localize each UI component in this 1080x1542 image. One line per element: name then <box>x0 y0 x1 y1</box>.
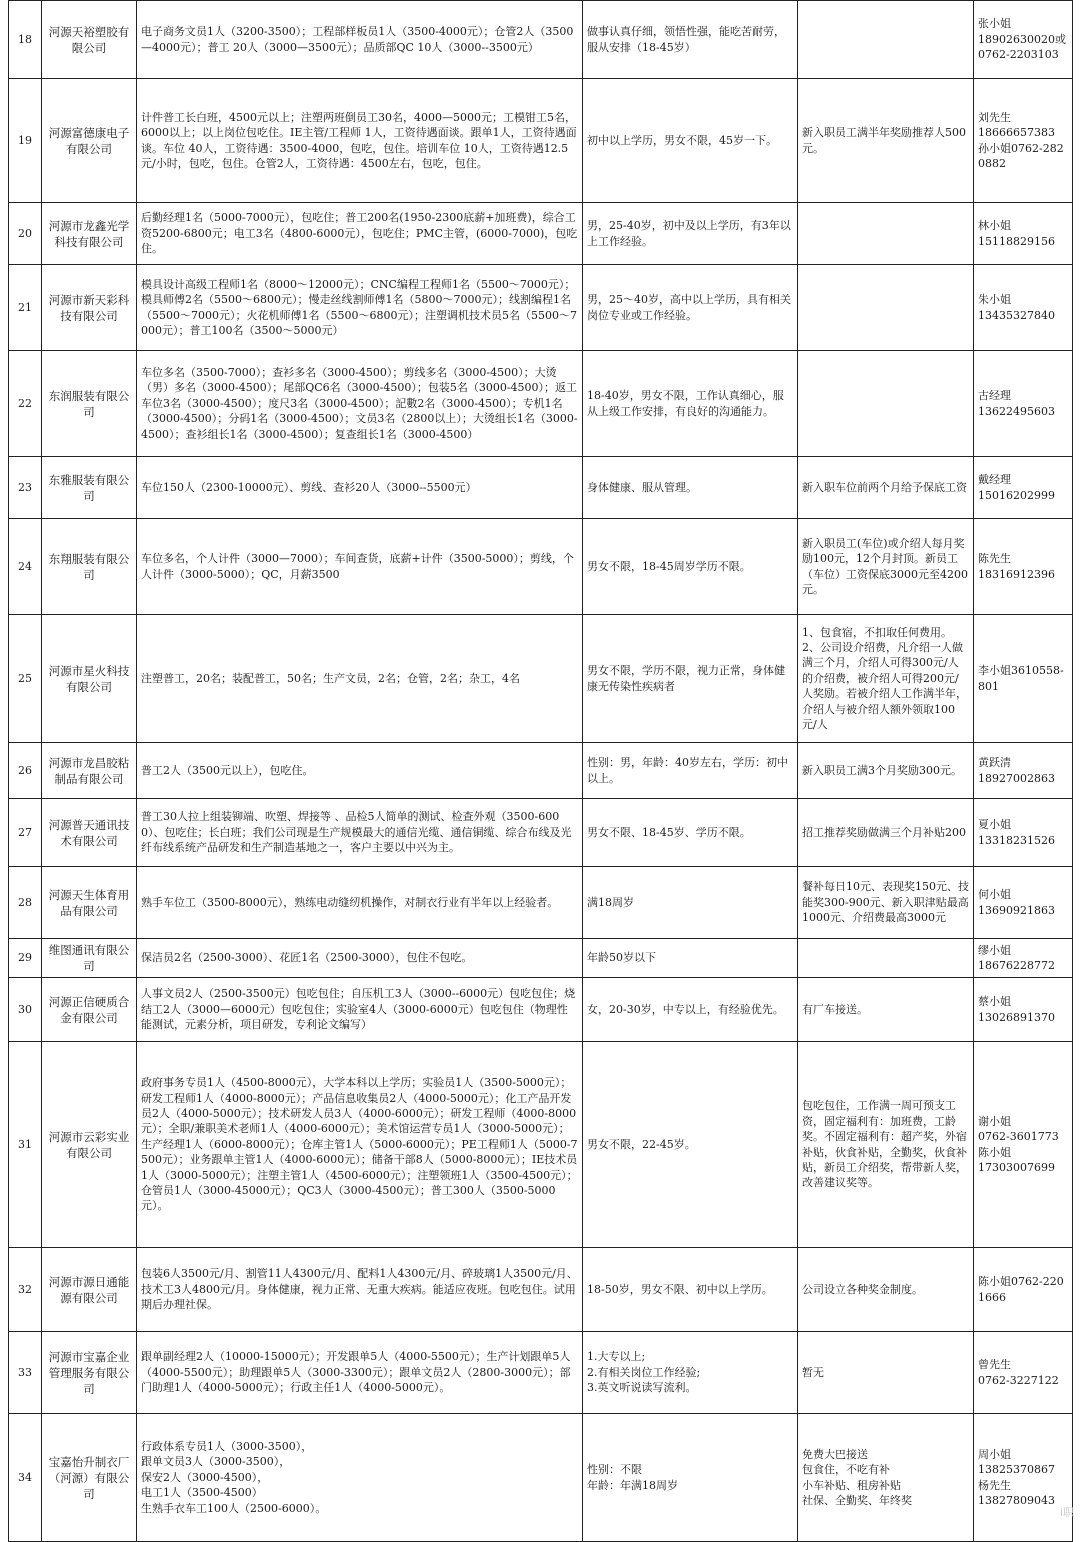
requirements-cell-line: 男女不限、18-45岁、学历不限。 <box>587 825 751 839</box>
table-row <box>9 79 1073 203</box>
contact-cell <box>974 978 1073 1042</box>
contact-cell-line: 陈小姐 <box>978 1145 1011 1159</box>
company-name: 河源市宝嘉企业管理服务有限公司 <box>42 1332 137 1414</box>
positions-cell <box>137 1 583 79</box>
benefits-cell-line: 免费大巴接送 <box>802 1447 868 1461</box>
positions-cell <box>137 1414 583 1542</box>
contact-cell <box>974 1248 1073 1332</box>
positions-cell-line: 跟单副经理2人（10000-15000元）；开发跟单5人（4000-5500元）；生产计划跟单5人（4000-5500元）；助理跟单5人（3000-3300元）；跟单文员2人（2800-3000元）；部门助理1人（4000-5000元）；行政主任1人（4000-5000元）。 <box>141 1350 571 1395</box>
contact-cell <box>974 265 1073 351</box>
benefits-cell <box>798 1248 974 1332</box>
positions-cell <box>137 799 583 867</box>
requirements-cell <box>583 519 798 615</box>
positions-cell <box>137 203 583 265</box>
company-name: 东翔服装有限公司 <box>42 519 137 615</box>
table-row <box>9 265 1073 351</box>
contact-cell <box>974 867 1073 939</box>
row-number: 34 <box>9 1414 42 1542</box>
row-number: 22 <box>9 351 42 457</box>
benefits-cell-line: 1、包食宿，不扣取任何费用。 <box>802 625 952 639</box>
company-name: 河源正信硬质合金有限公司 <box>42 978 137 1042</box>
company-name: 河源富德康电子有限公司 <box>42 79 137 203</box>
benefits-cell-line: 包食住，不吃有补 <box>802 1463 890 1477</box>
benefits-cell <box>798 615 974 743</box>
requirements-cell-line: 年龄：年满18周岁 <box>587 1478 678 1492</box>
positions-cell-line: 模具设计高级工程师1名（8000～12000元）；CNC编程工程师1名（5500～7000元）；模具师傅2名（5500～6800元）；慢走丝线割师傅1名（5800～7000元）；线割编程1名（5500～7000元）；火花机师傅1名（5500～6800元）；注塑调机技术员5名（5500～7000元）；普工100名（3500～5000元） <box>141 277 577 337</box>
contact-cell-line: 0762-3601773 <box>978 1130 1059 1144</box>
requirements-cell <box>583 265 798 351</box>
table-row <box>9 1 1073 79</box>
benefits-cell <box>798 939 974 978</box>
requirements-cell <box>583 867 798 939</box>
positions-cell-line: 普工30人拉上组装铆端、吹塑、焊接等 、品检5人简单的测试、检查外观（3500-6000）、包吃住；长白班；我们公司现是生产规模最大的通信光缆、通信铜缆、综合布线及光纤布线系统产品研发和生产制造基地之一，客户主要以中兴为主。 <box>141 810 572 855</box>
contact-cell <box>974 799 1073 867</box>
positions-cell-line: 后勤经理1名（5000-7000元），包吃住；普工200名(1950-2300底薪+加班费)，综合工资5200-6800元；电工3名（4800-6000元），包吃住；PMC主管，(6000-7000)，包吃住。 <box>141 211 578 256</box>
requirements-cell <box>583 743 798 799</box>
contact-cell-line: 林小姐 <box>978 219 1011 233</box>
requirements-cell <box>583 1 798 79</box>
requirements-cell <box>583 203 798 265</box>
positions-cell-line: 跟单文员3人（3000-3500）， <box>141 1455 291 1469</box>
requirements-cell <box>583 79 798 203</box>
row-number: 20 <box>9 203 42 265</box>
requirements-cell <box>583 351 798 457</box>
row-number: 25 <box>9 615 42 743</box>
row-number: 30 <box>9 978 42 1042</box>
contact-cell-line: 刘先生 <box>978 110 1011 124</box>
requirements-cell-line: 身体健康、服从管理。 <box>587 480 697 494</box>
contact-cell-line: 曾先生 <box>978 1358 1011 1372</box>
benefits-cell-line: 新入职员工(车位)或介绍人每月奖励100元，12个月封顶。新员工（车位）工资保底3000元至4200元。 <box>802 536 968 596</box>
table-row <box>9 519 1073 615</box>
benefits-cell <box>798 457 974 519</box>
requirements-cell-line: 做事认真仔细，领悟性强，能吃苦耐劳，服从安排（18-45岁） <box>587 25 785 54</box>
table-row <box>9 1332 1073 1414</box>
contact-cell-line: 周小姐 <box>978 1447 1011 1461</box>
requirements-cell-line: 18-50岁，男女不限、初中以上学历。 <box>587 1282 773 1296</box>
table-row <box>9 1042 1073 1248</box>
benefits-cell <box>798 743 974 799</box>
requirements-cell-line: 性别：不限 <box>587 1463 642 1477</box>
benefits-cell <box>798 351 974 457</box>
contact-cell-line: 18676228772 <box>978 959 1055 972</box>
table-row <box>9 351 1073 457</box>
contact-cell <box>974 79 1073 203</box>
contact-cell-line: 18927002863 <box>978 771 1055 785</box>
positions-cell-line: 车位150人（2300-10000元）、剪线、查衫20人（3000--5500元） <box>141 480 477 494</box>
positions-cell <box>137 743 583 799</box>
requirements-cell-line: 满18周岁 <box>587 895 634 909</box>
benefits-cell <box>798 867 974 939</box>
benefits-cell-line: 有厂车接送。 <box>802 1002 868 1016</box>
company-name: 维图通讯有限公司 <box>42 939 137 978</box>
benefits-cell-line: 公司设立各种奖金制度。 <box>802 1282 923 1296</box>
positions-cell-line: 车位多名（3500-7000）；查衫多名（3000-4500）；剪线多名（3000-4500）；大烫（男）多名（3000-4500）；尾部QC6名（3000-4500）；包装5名（3000-4500）；返工车位3名（3000-4500）；度尺3名（3000-4500）；記數2名（3000-4500）；专机1名（3000-4500）；分码1名（3000-4500）；文员3名（2800以上）；大烫组长1名（3000-4500）；查衫组长1名（3000-4500）；复查组长1名（3000-4500） <box>141 365 578 441</box>
positions-cell <box>137 978 583 1042</box>
row-number: 27 <box>9 799 42 867</box>
company-name: 东雅服装有限公司 <box>42 457 137 519</box>
contact-cell-line: 0762-3227122 <box>978 1373 1059 1387</box>
requirements-cell-line: 初中以上学历，男女不限，45岁一下。 <box>587 133 777 147</box>
benefits-cell <box>798 1 974 79</box>
benefits-cell-line: 暂无 <box>802 1365 824 1379</box>
contact-cell-line: 15118829156 <box>978 234 1055 248</box>
requirements-cell-line: 1.大专以上; <box>587 1350 646 1364</box>
positions-cell-line: 电工1人（3500-4500） <box>141 1486 263 1500</box>
row-number: 18 <box>9 1 42 79</box>
benefits-cell-line: 招工推荐奖励做满三个月补贴200 <box>802 825 966 839</box>
benefits-cell-line: 新入职员工满3个月奖励300元。 <box>802 763 962 777</box>
positions-cell-line: 车位多名，个人计件（3000—7000）；车间查货，底薪+计件（3500-5000）；剪线，个人计件（3000-5000）；QC，月薪3500 <box>141 552 574 581</box>
contact-cell-line: 13435327840 <box>978 308 1055 322</box>
requirements-cell-line: 男女不限，18-45周岁学历不限。 <box>587 559 751 573</box>
positions-cell <box>137 867 583 939</box>
positions-cell-line: 电子商务文员1人（3200-3500）；工程部样板员1人（3500-4000元）；仓管2人（3500—4000元）；普工 20人（3000—3500元）；品质部QC 10人（3000--3500元） <box>141 25 574 54</box>
benefits-cell <box>798 79 974 203</box>
requirements-cell <box>583 1248 798 1332</box>
contact-cell-line: 13318231526 <box>978 833 1055 847</box>
positions-cell <box>137 615 583 743</box>
table-row <box>9 939 1073 978</box>
company-name: 河源市源日通能源有限公司 <box>42 1248 137 1332</box>
positions-cell-line: 人事文员2人（2500-3500元）包吃包住；自压机工3人（3000--6000元）包吃包住；烧结工2人（3000—6000元）包吃包住；实验室4人（3000-6000元）包吃包住（物理性能测试，元素分析，项目研发，专利论文编写） <box>141 987 576 1032</box>
contact-cell <box>974 519 1073 615</box>
positions-cell-line: 行政体系专员1人（3000-3500）， <box>141 1439 313 1453</box>
requirements-cell-line: 男女不限，学历不限，视力正常，身体健康无传染性疾病者 <box>587 664 785 693</box>
contact-cell-line: 黄跃清 <box>978 756 1011 770</box>
contact-cell-line: 李小姐3610558-801 <box>978 664 1064 693</box>
contact-cell-line: 古经理 <box>978 389 1011 403</box>
benefits-cell-line: 2、公司设介绍费，凡介绍一人做满三个月，介绍人可得300元/人的介绍费，被介绍人可得200元/人奖励。若被介绍人工作满半年，介绍人与被介绍人额外领取100元/人 <box>802 640 967 732</box>
positions-cell <box>137 1332 583 1414</box>
table-row <box>9 799 1073 867</box>
positions-cell <box>137 457 583 519</box>
company-name: 河源市龙鑫光学科技有限公司 <box>42 203 137 265</box>
requirements-cell-line: 男，25-40岁，初中及以上学历，有3年以上工作经验。 <box>587 219 791 248</box>
table-row <box>9 867 1073 939</box>
requirements-cell-line: 女，20-30岁，中专以上，有经验优先。 <box>587 1002 784 1016</box>
watermark-text: i职 <box>1059 1506 1074 1519</box>
positions-cell-line: 计件普工长白班，4500元以上；注塑两班倒员工30名，4000—5000元；工模钳工5名，6000以上；以上岗位包吃住。IE主管/工程师 1人，工资待遇面谈。跟单1人，工资待遇面谈。车位 40人，工资待遇：3500-4000，包吃，包住。培训车位 10人，工资待遇12.5元/小时，包吃，包住。仓管2人，工资待遇：4500左右，包吃，包住。 <box>141 110 577 170</box>
benefits-cell <box>798 1042 974 1248</box>
contact-cell-line: 戴经理 <box>978 473 1011 487</box>
row-number: 21 <box>9 265 42 351</box>
contact-cell <box>974 351 1073 457</box>
contact-cell-line: 陈先生 <box>978 552 1011 566</box>
requirements-cell <box>583 457 798 519</box>
company-name: 宝嘉怡升制衣厂（河源）有限公司 <box>42 1414 137 1542</box>
positions-cell-line: 生熟手衣车工100人（2500-6000）。 <box>141 1501 327 1515</box>
benefits-cell <box>798 978 974 1042</box>
requirements-cell-line: 2.有相关岗位工作经验; <box>587 1365 701 1379</box>
requirements-cell <box>583 799 798 867</box>
contact-cell-line: 18316912396 <box>978 567 1055 581</box>
positions-cell-line: 包装6人3500元/月、割管11人4300元/月、配料1人4300元/月、碎玻璃1人3500元/月、技术工3人4800元/月。身体健康，视力正常、无重大疾病。能适应夜班。包吃包住。试用期后办理社保。 <box>141 1267 578 1312</box>
requirements-cell-line: 年龄50岁以下 <box>587 951 656 965</box>
row-number: 29 <box>9 939 42 978</box>
table-row <box>9 457 1073 519</box>
row-number: 31 <box>9 1042 42 1248</box>
recruitment-table <box>8 0 1073 1542</box>
contact-cell <box>974 1042 1073 1248</box>
positions-cell-line: 保安2人（3000-4500）， <box>141 1470 269 1484</box>
contact-cell-line: 13827809043 <box>978 1493 1055 1507</box>
contact-cell-line: 张小姐 <box>978 17 1011 31</box>
positions-cell <box>137 351 583 457</box>
requirements-cell <box>583 939 798 978</box>
positions-cell-line: 注塑普工，20名；装配普工，50名；生产文员，2名；仓管，2名；杂工，4名 <box>141 671 520 685</box>
benefits-cell <box>798 1414 974 1542</box>
requirements-cell <box>583 615 798 743</box>
company-name: 河源市新天彩科技有限公司 <box>42 265 137 351</box>
contact-cell-line: 13825370867 <box>978 1463 1055 1477</box>
benefits-cell <box>798 799 974 867</box>
table-row <box>9 1248 1073 1332</box>
requirements-cell <box>583 1414 798 1542</box>
requirements-cell <box>583 978 798 1042</box>
contact-cell-line: 陈小姐0762-2201666 <box>978 1275 1064 1304</box>
requirements-cell <box>583 1332 798 1414</box>
contact-cell <box>974 939 1073 978</box>
company-name: 河源天生体育用品有限公司 <box>42 867 137 939</box>
contact-cell <box>974 1 1073 79</box>
requirements-cell-line: 3.英文听说读写流利。 <box>587 1381 697 1395</box>
table-row <box>9 615 1073 743</box>
contact-cell-line: 孙小姐0762-2820882 <box>978 141 1064 170</box>
contact-cell-line: 谢小姐 <box>978 1114 1011 1128</box>
company-name: 河源普天通讯技术有限公司 <box>42 799 137 867</box>
benefits-cell-line: 餐补每日10元、表现奖150元、技能奖300-900元、新入职津贴最高1000元、介绍费最高3000元 <box>802 880 969 925</box>
benefits-cell <box>798 203 974 265</box>
positions-cell <box>137 79 583 203</box>
contact-cell-line: 18902630020或 <box>978 32 1066 46</box>
requirements-cell-line: 18-40岁，男女不限，工作认真细心，服从上级工作安排，有良好的沟通能力。 <box>587 389 784 418</box>
company-name: 河源市龙昌胶粘制品有限公司 <box>42 743 137 799</box>
contact-cell-line: 17303007699 <box>978 1160 1055 1174</box>
table-row <box>9 978 1073 1042</box>
contact-cell-line: 缪小姐 <box>978 943 1011 957</box>
benefits-cell-line: 小车补贴、租房补贴 <box>802 1478 901 1492</box>
contact-cell-line: 15016202999 <box>978 488 1055 502</box>
contact-cell-line: 13690921863 <box>978 903 1055 917</box>
recruitment-table-body <box>9 1 1073 1542</box>
contact-cell-line: 0762-2203103 <box>978 48 1059 62</box>
benefits-cell <box>798 265 974 351</box>
row-number: 19 <box>9 79 42 203</box>
positions-cell <box>137 265 583 351</box>
company-name: 河源市云彩实业有限公司 <box>42 1042 137 1248</box>
contact-cell-line: 18666657383 <box>978 126 1055 140</box>
company-name: 河源天裕塑胶有限公司 <box>42 1 137 79</box>
requirements-cell-line: 男女不限，22-45岁。 <box>587 1137 696 1151</box>
contact-cell-line: 13026891370 <box>978 1010 1055 1024</box>
benefits-cell <box>798 519 974 615</box>
contact-cell-line: 蔡小姐 <box>978 995 1011 1009</box>
contact-cell <box>974 743 1073 799</box>
contact-cell-line: 何小姐 <box>978 888 1011 902</box>
row-number: 33 <box>9 1332 42 1414</box>
positions-cell <box>137 1042 583 1248</box>
contact-cell <box>974 203 1073 265</box>
company-name: 东润服装有限公司 <box>42 351 137 457</box>
row-number: 26 <box>9 743 42 799</box>
contact-cell-line: 杨先生 <box>978 1478 1011 1492</box>
positions-cell-line: 政府事务专员1人（4500-8000元），大学本科以上学历；实验员1人（3500-5000元）；研发工程师1人（4000-8000元）；产品信息收集员2人（4000-5000元）；化工产品开发员2人（4000-5000元）；技术研发人员3人（4000-6000元）；研发工程师（4000-8000元）；全职/兼职美术老师1人（4000-6000元）；美术馆运营专员1人（3000-5000元）；生产经理1人（6000-8000元）；仓库主管1人（5000-6000元）；PE工程师1人（5000-7500元）；业务跟单主管1人（4000-6000元）；储备干部8人（5000-8000元）；IE技术员1人（3000-5000元）；注塑主管1人（4500-6000元）；注塑领班1人（3500-4500元）；仓管员1人（3000-45000元）；QC3人（3000-4500元）；普工300人（3500-5000元）。 <box>141 1076 578 1213</box>
table-row <box>9 743 1073 799</box>
benefits-cell-line: 新入职员工满半年奖励推荐人500元。 <box>802 126 966 155</box>
row-number: 23 <box>9 457 42 519</box>
benefits-cell-line: 社保、全勤奖、年终奖 <box>802 1493 912 1507</box>
contact-cell <box>974 1414 1073 1542</box>
positions-cell-line: 保洁员2名（2500-3000）、花匠1名（2500-3000），包住不包吃。 <box>141 951 473 965</box>
positions-cell <box>137 519 583 615</box>
contact-cell <box>974 1332 1073 1414</box>
row-number: 32 <box>9 1248 42 1332</box>
contact-cell-line: 朱小姐 <box>978 293 1011 307</box>
requirements-cell-line: 男，25～40岁，高中以上学历，具有相关岗位专业或工作经验。 <box>587 293 791 322</box>
row-number: 24 <box>9 519 42 615</box>
contact-cell-line: 13622495603 <box>978 404 1055 418</box>
positions-cell <box>137 939 583 978</box>
positions-cell-line: 普工2人（3500元以上），包吃住。 <box>141 763 314 777</box>
requirements-cell <box>583 1042 798 1248</box>
benefits-cell <box>798 1332 974 1414</box>
requirements-cell-line: 性别：男，年龄：40岁左右，学历：初中以上。 <box>587 756 788 785</box>
benefits-cell-line: 包吃包住，工作满一周可预支工资，固定福利有：加班费，工龄奖。不固定福利有：超产奖，外宿补贴，伙食补贴，全勤奖，伙食补贴，新员工介绍奖，帮带新人奖，改善建议奖等。 <box>802 1099 967 1190</box>
table-row <box>9 1414 1073 1542</box>
contact-cell <box>974 615 1073 743</box>
contact-cell <box>974 457 1073 519</box>
company-name: 河源市星火科技有限公司 <box>42 615 137 743</box>
table-row <box>9 203 1073 265</box>
contact-cell-line: 夏小姐 <box>978 818 1011 832</box>
row-number: 28 <box>9 867 42 939</box>
positions-cell-line: 熟手车位工（3500-8000元），熟练电动缝纫机操作，对制衣行业有半年以上经验者。 <box>141 895 559 909</box>
positions-cell <box>137 1248 583 1332</box>
benefits-cell-line: 新入职车位前两个月给予保底工资 <box>802 480 967 494</box>
